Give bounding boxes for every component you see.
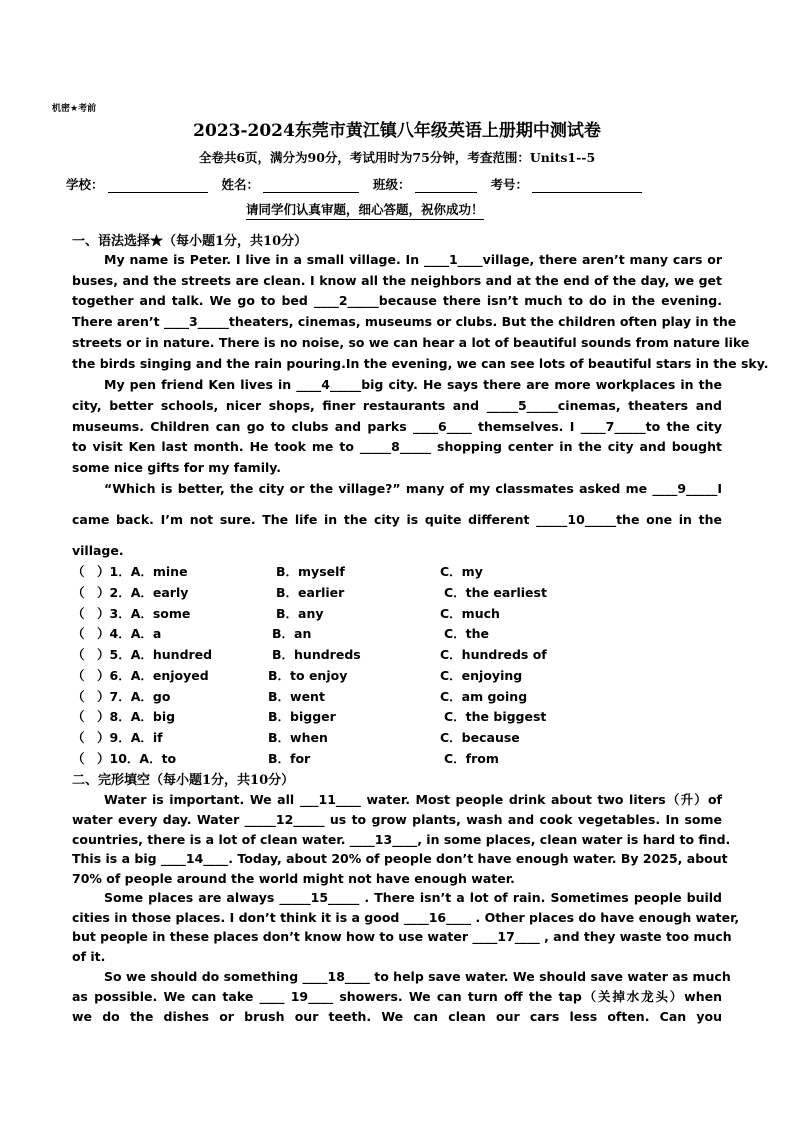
student-info-row — [66, 175, 656, 193]
question-options — [72, 666, 732, 686]
option-a[interactable]: （ ）1．A．mine — [72, 564, 188, 579]
passage-line: So we should do something ____18____ to help save water. We should save water as much — [104, 969, 731, 984]
passage-line: the birds singing and the rain pouring.In the evening, we can see lots of beautiful stars in the sky. — [72, 356, 769, 371]
passage-line: village. — [72, 543, 124, 558]
option-a[interactable]: （ ）8．A．big — [72, 709, 176, 724]
question-options — [72, 687, 732, 707]
passage-line: streets or in nature. There is no noise, so we can hear a lot of beautiful sounds from nature like — [72, 335, 750, 350]
option-b[interactable]: B．for — [268, 751, 311, 766]
option-b[interactable]: B．bigger — [268, 709, 336, 724]
passage-line: “Which is better, the city or the village?” many of my classmates asked me ____9_____I — [104, 481, 722, 496]
class-label: 班级： — [373, 177, 411, 192]
passage-line: museums. Children can go to clubs and parks ____6____ themselves. I ____7_____to the city — [72, 419, 722, 434]
question-options — [72, 645, 732, 665]
option-a[interactable]: （ ）6．A．enjoyed — [72, 668, 209, 683]
question-options — [72, 604, 732, 624]
passage-line: countries, there is a lot of clean water. ____13____, in some places, clean water is hard to find. — [72, 832, 731, 847]
name-label: 姓名： — [221, 177, 260, 192]
option-c[interactable]: C．the biggest — [444, 709, 547, 724]
option-b[interactable]: B．earlier — [276, 585, 345, 600]
exam-subtitle: 全卷共6页，满分为90分，考试用时为75分钟，考查范围：Units1--5 — [198, 150, 596, 165]
name-field[interactable] — [263, 178, 359, 193]
option-c[interactable]: C．the earliest — [444, 585, 547, 600]
passage-line: Some places are always _____15_____ . There isn’t a lot of rain. Sometimes people build — [104, 890, 722, 905]
option-a[interactable]: （ ）2．A．early — [72, 585, 189, 600]
option-c[interactable]: C．am going — [440, 689, 528, 704]
option-a[interactable]: （ ）5．A．hundred — [72, 647, 213, 662]
passage-line: city, better schools, nicer shops, finer restaurants and _____5_____cinemas, theaters and — [72, 398, 722, 413]
option-c[interactable]: C．the — [444, 626, 490, 641]
section-title-grammar: 一、语法选择★（每小题1分，共10分） — [72, 234, 308, 249]
option-a[interactable]: （ ）4．A．a — [72, 626, 162, 641]
option-b[interactable]: B．myself — [276, 564, 345, 579]
school-label: 学校： — [66, 177, 104, 192]
option-a[interactable]: （ ）7．A．go — [72, 689, 171, 704]
passage-line: we do the dishes or brush our teeth. We can clean our cars less often. Can you — [72, 1009, 722, 1024]
option-b[interactable]: B．to enjoy — [268, 668, 348, 683]
passage-line: of it. — [72, 949, 106, 964]
option-c[interactable]: C．my — [440, 564, 483, 579]
passage-line: to visit Ken last month. He took me to _____8_____ shopping center in the city and bought — [72, 439, 722, 454]
option-b[interactable]: B．hundreds — [272, 647, 361, 662]
motto: 请同学们认真审题，细心答题，祝你成功！ — [246, 200, 484, 220]
passage-line: but people in these places don’t know how to use water ____17____ , and they waste too much — [72, 929, 732, 944]
question-options — [72, 749, 732, 769]
option-a[interactable]: （ ）9．A．if — [72, 730, 163, 745]
option-c[interactable]: C．hundreds of — [440, 647, 547, 662]
option-b[interactable]: B．any — [276, 606, 324, 621]
option-c[interactable]: C．enjoying — [440, 668, 523, 683]
passage-line: cities in those places. I don’t think it is a good ____16____ . Other places do have enough water, — [72, 910, 740, 925]
passage-line: together and talk. We go to bed ____2_____because there isn’t much to do in the evening. — [72, 293, 722, 308]
question-options — [72, 583, 732, 603]
option-a[interactable]: （ ）3．A．some — [72, 606, 191, 621]
question-options — [72, 707, 732, 727]
option-b[interactable]: B．an — [272, 626, 312, 641]
passage-line: as possible. We can take ____ 19____ showers. We can turn off the tap（关掉水龙头）when — [72, 989, 722, 1004]
school-field[interactable] — [108, 178, 208, 193]
option-b[interactable]: B．went — [268, 689, 325, 704]
exam-number-field[interactable] — [532, 178, 642, 193]
passage-line: There aren’t ____3_____theaters, cinemas, museums or clubs. But the children often play in the — [72, 314, 737, 329]
question-options — [72, 562, 732, 582]
section-title-cloze: 二、完形填空（每小题1分，共10分） — [72, 773, 295, 788]
passage-line: Water is important. We all ___11____ water. Most people drink about two liters（升）of — [104, 792, 722, 807]
passage-line: some nice gifts for my family. — [72, 460, 282, 475]
option-b[interactable]: B．when — [268, 730, 328, 745]
passage-line: My name is Peter. I live in a small village. In ____1____village, there aren’t many cars or — [104, 252, 722, 267]
option-a[interactable]: （ ）10．A．to — [72, 751, 177, 766]
option-c[interactable]: C．from — [444, 751, 499, 766]
question-options — [72, 728, 732, 748]
option-c[interactable]: C．much — [440, 606, 500, 621]
passage-line: 70% of people around the world might not have enough water. — [72, 871, 515, 886]
class-field[interactable] — [415, 178, 477, 193]
passage-line: buses, and the streets are clean. I know all the neighbors and at the end of the day, we get — [72, 273, 722, 288]
page-title: 2023-2024东莞市黄江镇八年级英语上册期中测试卷 — [193, 121, 601, 141]
question-options — [72, 624, 732, 644]
option-c[interactable]: C．because — [440, 730, 520, 745]
secret-mark: 机密★考前 — [52, 104, 97, 114]
passage-line: My pen friend Ken lives in ____4_____big city. He says there are more workplaces in the — [104, 377, 722, 392]
passage-line: water every day. Water _____12_____ us to grow plants, wash and cook vegetables. In some — [72, 812, 722, 827]
passage-line: came back. I’m not sure. The life in the city is quite different _____10_____the one in the — [72, 512, 722, 527]
passage-line: This is a big ____14____. Today, about 20% of people don’t have enough water. By 2025, about — [72, 851, 728, 866]
exam-number-label: 考号： — [490, 177, 529, 192]
